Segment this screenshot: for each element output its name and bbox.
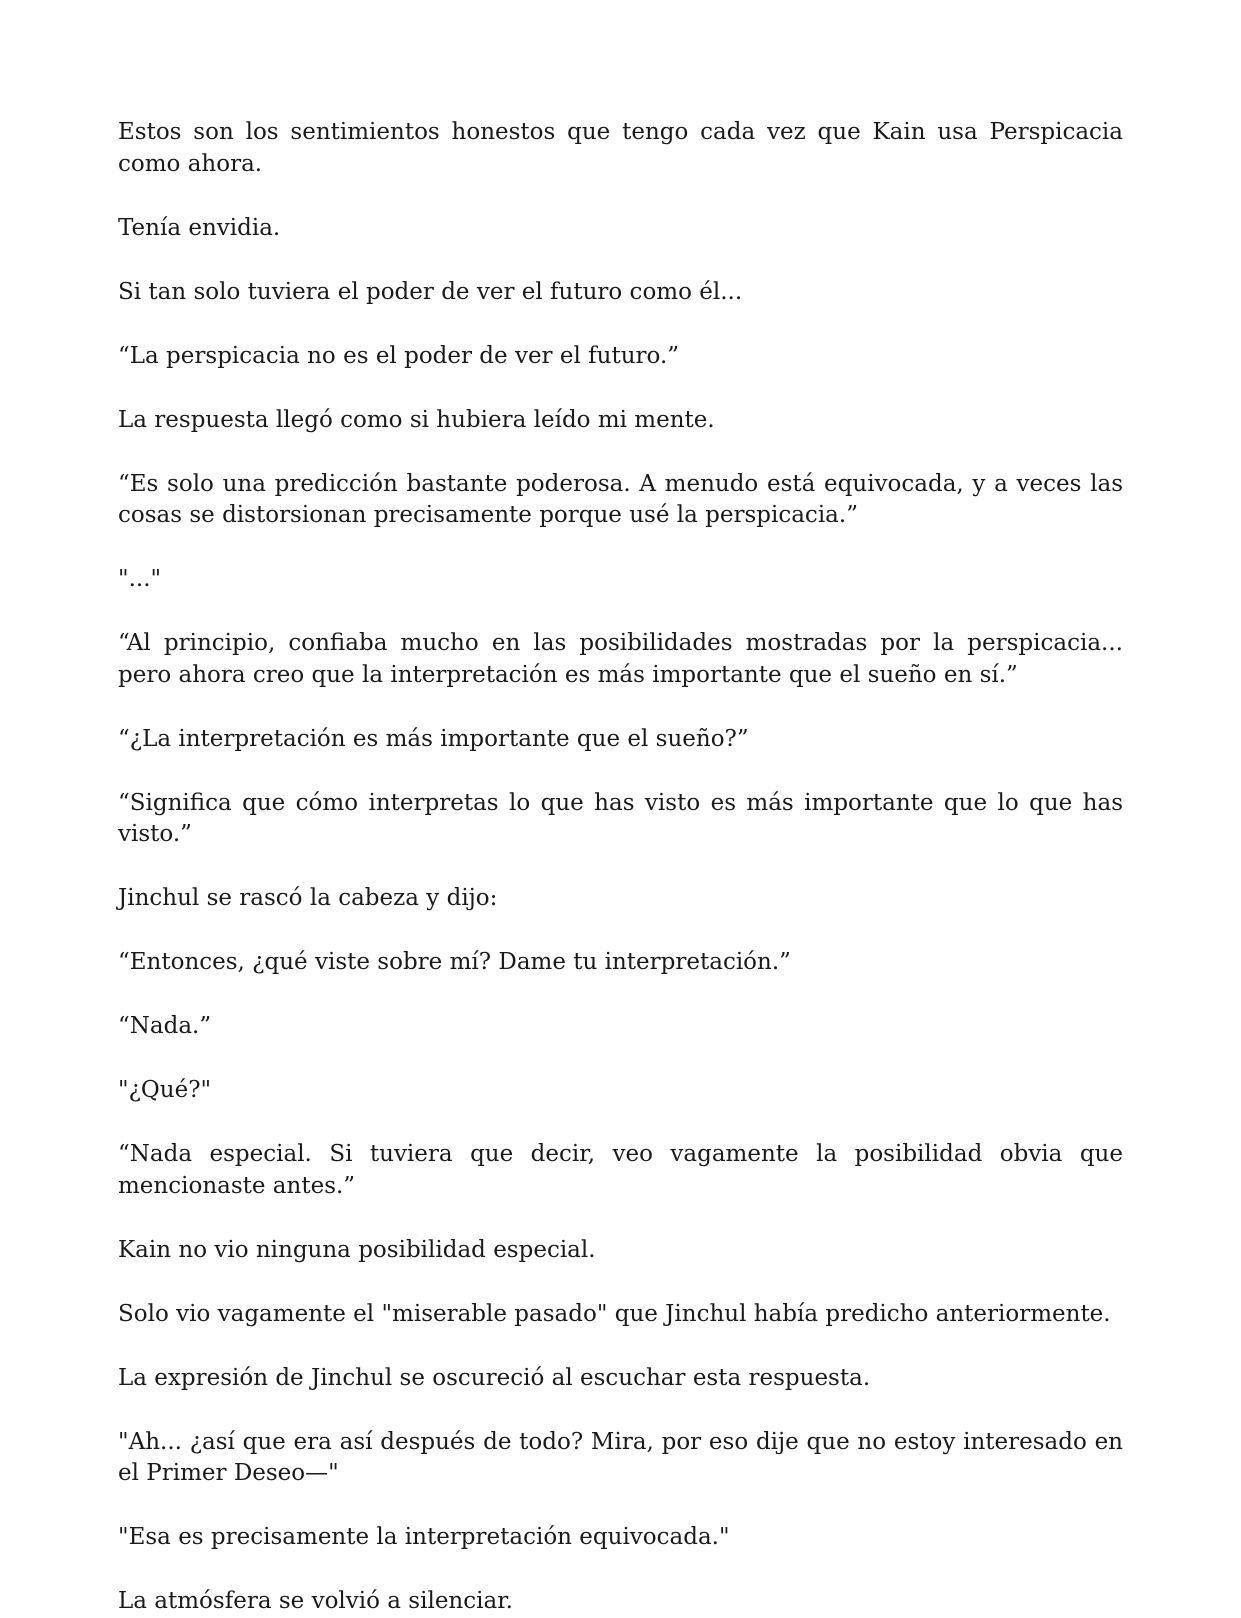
paragraph: "..." <box>118 566 162 592</box>
paragraph: Estos son los sentimientos honestos que tengo cada vez que Kain usa Perspicacia como ahora. <box>118 119 1123 177</box>
paragraph: “¿La interpretación es más importante que el sueño?” <box>118 725 749 752</box>
paragraph: Si tan solo tuviera el poder de ver el futuro como él... <box>118 278 743 305</box>
paragraph: "Esa es precisamente la interpretación equivocada." <box>118 1524 730 1550</box>
paragraph: “Es solo una predicción bastante poderosa. A menudo está equivocada, y a veces las cosas se distorsionan precisamente porque usé la perspicacia.” <box>118 470 1123 528</box>
paragraph: Jinchul se rascó la cabeza y dijo: <box>118 885 498 911</box>
paragraph: “Nada especial. Si tuviera que decir, veo vagamente la posibilidad obvia que mencionaste antes.” <box>118 1141 1123 1199</box>
paragraph: “Nada.” <box>118 1013 212 1039</box>
paragraph: "¿Qué?" <box>118 1077 212 1103</box>
paragraph: “Al principio, confiaba mucho en las posibilidades mostradas por la perspicacia... pero ahora creo que la interpretación es más importante que el sueño en sí.” <box>118 630 1123 688</box>
paragraph: Solo vio vagamente el "miserable pasado" que Jinchul había predicho anteriormente. <box>118 1300 1111 1327</box>
paragraph: La respuesta llegó como si hubiera leído mi mente. <box>118 406 715 433</box>
paragraph: "Ah... ¿así que era así después de todo? Mira, por eso dije que no estoy interesado en el Primer Deseo—" <box>118 1428 1123 1486</box>
paragraph: La atmósfera se volvió a silenciar. <box>118 1588 513 1614</box>
paragraph: “La perspicacia no es el poder de ver el futuro.” <box>118 342 680 369</box>
paragraph: Kain no vio ninguna posibilidad especial. <box>118 1236 596 1263</box>
paragraph: “Entonces, ¿qué viste sobre mí? Dame tu interpretación.” <box>118 949 791 975</box>
paragraph: “Significa que cómo interpretas lo que has visto es más importante que lo que has visto.” <box>118 789 1123 847</box>
paragraph: La expresión de Jinchul se oscureció al escuchar esta respuesta. <box>118 1364 871 1391</box>
paragraph: Tenía envidia. <box>118 214 281 241</box>
